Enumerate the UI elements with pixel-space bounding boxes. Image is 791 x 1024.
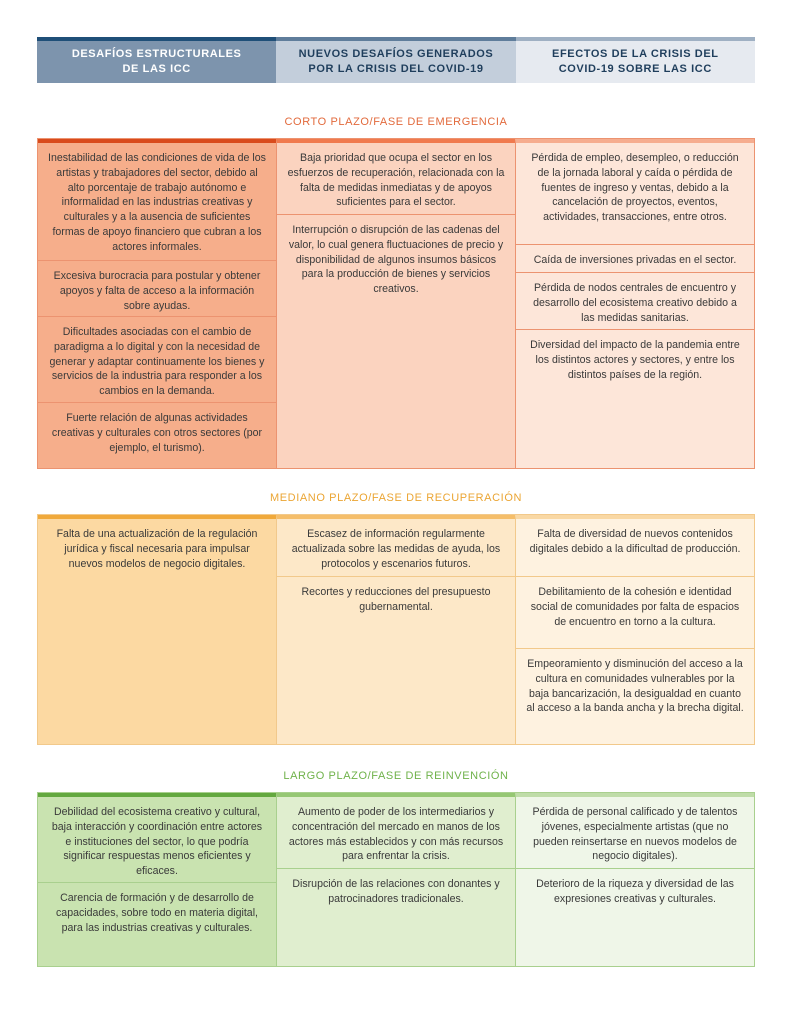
- section-long-term: [37, 769, 755, 967]
- column-structural: [38, 515, 276, 744]
- table-cell: Debilitamiento de la cohesión e identidad social de comunidades por falta de espacios de encuentro en torno a la cultura.: [516, 577, 754, 649]
- section-short-term: [37, 115, 755, 469]
- section-grid: [37, 514, 755, 745]
- column-effects: [515, 139, 754, 468]
- column-new-challenges: [276, 515, 515, 744]
- table-cell: Interrupción o disrupción de las cadenas del valor, lo cual genera fluctuaciones de precio y disponibilidad de algunos insumos básicos para la producción de bienes y servicios creativos.: [288, 224, 504, 296]
- challenges-table: [37, 37, 755, 967]
- table-cell: Debilidad del ecosistema creativo y cultural, baja interacción y coordinación entre actores e instituciones del sector, lo que podría significar respuestas menos eficientes y eficaces.: [38, 797, 276, 883]
- column-effects: [515, 515, 754, 744]
- section-grid: [37, 138, 755, 469]
- table-cell: Diversidad del impacto de la pandemia entre los distintos actores y sectores, y entre los distintos países de la región.: [530, 339, 740, 381]
- table-header: [37, 37, 755, 83]
- table-cell: Fuerte relación de algunas actividades creativas y culturales con otros sectores (por ejemplo, el turismo).: [51, 412, 263, 454]
- table-cell: Deterioro de la riqueza y diversidad de las expresiones creativas y culturales.: [536, 878, 734, 905]
- section-grid: [37, 792, 755, 967]
- table-cell: Baja prioridad que ocupa el sector en los esfuerzos de recuperación, relacionada con la falta de medidas inmediatas y de apoyos suficientes para el sector.: [277, 143, 515, 215]
- table-cell: Recortes y reducciones del presupuesto gubernamental.: [301, 586, 491, 613]
- table-cell: Caída de inversiones privadas en el sector.: [516, 245, 754, 273]
- table-cell: Pérdida de personal calificado y de talentos jóvenes, especialmente artistas (que no pueden reinsertarse en nuevos modelos de negocio digitales).: [516, 797, 754, 869]
- header-new-challenges: NUEVOS DESAFÍOS GENERADOS POR LA CRISIS DEL COVID-19: [276, 37, 515, 83]
- section-title: MEDIANO PLAZO/FASE DE RECUPERACIÓN: [269, 492, 523, 504]
- table-cell: Falta de una actualización de la regulación jurídica y fiscal necesaria para impulsar nuevos modelos de negocio digitales.: [56, 528, 258, 570]
- table-cell: Falta de diversidad de nuevos contenidos digitales debido a la dificultad de producción.: [516, 519, 754, 577]
- section-title: CORTO PLAZO/FASE DE EMERGENCIA: [284, 116, 508, 128]
- column-effects: [515, 793, 754, 966]
- table-cell: Empeoramiento y disminución del acceso a la cultura en comunidades vulnerables por la baja bancarización, la desigualdad en cuanto al acceso a la banda ancha y la brecha digital.: [526, 658, 744, 715]
- table-cell: Pérdida de empleo, desempleo, o reducción de la jornada laboral y caída o pérdida de fuentes de ingreso y ventas, debido a la cancelación de proyectos, eventos, actividades, transacciones, entre otros.: [516, 143, 754, 245]
- header-crisis-effects: EFECTOS DE LA CRISIS DEL COVID-19 SOBRE LAS ICC: [516, 37, 755, 83]
- table-cell: Escasez de información regularmente actualizada sobre las medidas de ayuda, los protocolos y escenarios futuros.: [277, 519, 515, 577]
- table-cell: Dificultades asociadas con el cambio de paradigma a lo digital y con la necesidad de generar y adaptar continuamente los bienes y servicios de la industria para responder a los cambios en la demanda.: [38, 317, 276, 403]
- table-cell: Pérdida de nodos centrales de encuentro y desarrollo del ecosistema creativo debido a las medidas sanitarias.: [516, 273, 754, 330]
- section-medium-term: [37, 491, 755, 745]
- column-structural: [38, 139, 276, 468]
- column-new-challenges: [276, 793, 515, 966]
- section-title: LARGO PLAZO/FASE DE REINVENCIÓN: [283, 770, 509, 782]
- header-structural-challenges: DESAFÍOS ESTRUCTURALES DE LAS ICC: [37, 37, 276, 83]
- table-cell: Disrupción de las relaciones con donantes y patrocinadores tradicionales.: [292, 878, 500, 905]
- table-cell: Excesiva burocracia para postular y obtener apoyos y falta de acceso a la información sobre ayudas.: [38, 261, 276, 317]
- table-cell: Carencia de formación y de desarrollo de capacidades, sobre todo en materia digital, para las industrias creativas y culturales.: [56, 892, 258, 934]
- column-new-challenges: [276, 139, 515, 468]
- table-cell: Aumento de poder de los intermediarios y concentración del mercado en manos de los actores más establecidos y con más recursos para enfrentar la crisis.: [277, 797, 515, 869]
- table-cell: Inestabilidad de las condiciones de vida de los artistas y trabajadores del sector, debido al alto porcentaje de trabajo autónomo e informalidad en las industrias creativas y culturales y a la ausencia de suficientes formas de apoyo financiero que cubran a los actores informales.: [38, 143, 276, 261]
- column-structural: [38, 793, 276, 966]
